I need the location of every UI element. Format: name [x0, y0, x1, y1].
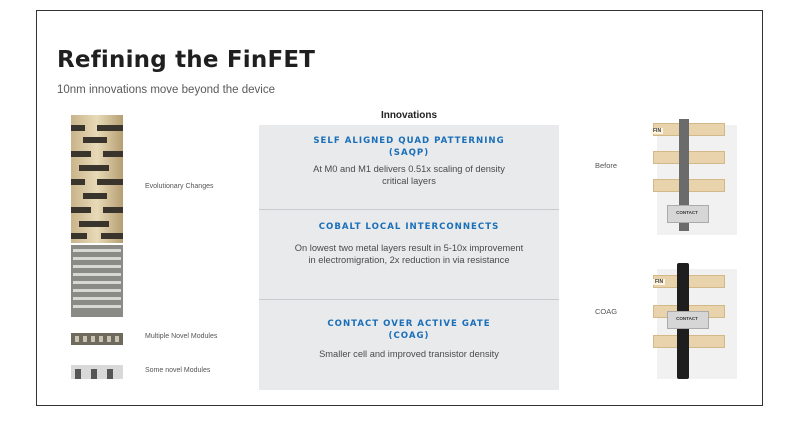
coag-title-line1: CONTACT OVER ACTIVE GATE [327, 319, 491, 329]
before-fin-bar [653, 151, 725, 164]
label-coag: COAG [595, 307, 618, 316]
label-some-novel-modules: Some novel Modules [145, 367, 211, 374]
label-multiple-novel-modules: Multiple Novel Modules [145, 333, 218, 340]
saqp-title-line2: (SAQP) [388, 148, 430, 158]
innovations-panel [259, 125, 559, 390]
innovation-saqp [259, 135, 559, 187]
before-contact-tag: CONTACT [676, 210, 698, 215]
coag-diagram [647, 261, 737, 386]
coag-contact-tag: CONTACT [676, 316, 698, 321]
slide-frame [36, 10, 763, 406]
saqp-title-line1: SELF ALIGNED QUAD PATTERNING [313, 136, 505, 146]
panel-divider-2 [259, 299, 559, 300]
before-fin-bar [653, 123, 725, 136]
metal-stack-illustration [67, 115, 129, 385]
coag-fin-tag: FIN [655, 279, 664, 285]
coag-title-line2: (COAG) [388, 331, 430, 341]
innovation-coag [259, 318, 559, 360]
saqp-body-line1: At M0 and M1 delivers 0.51x scaling of density [313, 164, 505, 174]
before-diagram [647, 119, 737, 244]
saqp-body-line2: critical layers [382, 176, 436, 186]
before-fin-tag: FIN [653, 128, 662, 134]
before-fin-bar [653, 179, 725, 192]
cobalt-body-line2: in electromigration, 2x reduction in via resistance [308, 255, 510, 265]
coag-fin-bar [653, 335, 725, 348]
cobalt-body-line1: On lowest two metal layers result in 5-10x improvement [294, 243, 524, 253]
cobalt-title-line1: COBALT LOCAL INTERCONNECTS [318, 222, 500, 232]
label-evolutionary-changes: Evolutionary Changes [145, 183, 214, 190]
innovation-cobalt [259, 221, 559, 266]
innovations-header: Innovations [380, 110, 438, 121]
label-before: Before [595, 161, 618, 170]
slide-title: Refining the FinFET [57, 47, 316, 73]
coag-body-line1: Smaller cell and improved transistor density [319, 349, 499, 359]
slide-subtitle: 10nm innovations move beyond the device [57, 84, 276, 96]
panel-divider-1 [259, 209, 559, 210]
